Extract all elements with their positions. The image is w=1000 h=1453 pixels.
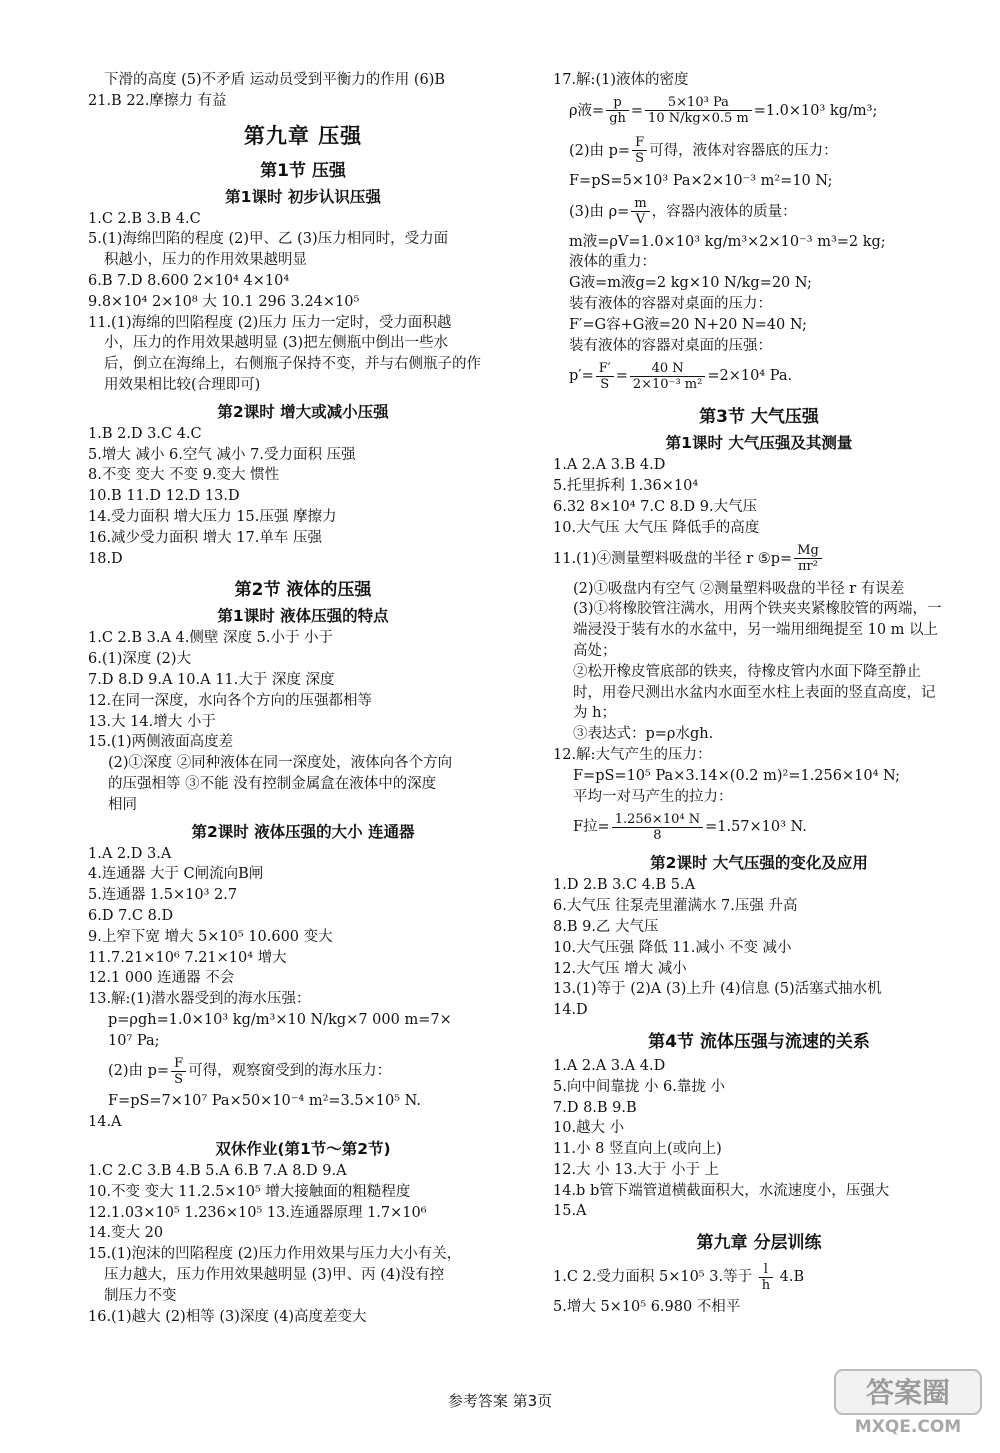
training-answers: [553, 1257, 965, 1318]
answer-line: 18.D: [88, 550, 123, 567]
formula-text: 11.(1)④测量塑料吸盘的半径 r ⑤p=: [553, 550, 793, 567]
answer-line: 11.7.21×10⁶ 7.21×10⁴ 增大: [88, 949, 287, 966]
answer-line: 小，压力的作用效果越明显 (3)把左侧瓶中倒出一些水: [104, 335, 449, 352]
answer-line: 14.A: [88, 1114, 122, 1131]
formula-text: ρ液=: [569, 102, 605, 119]
section-title: 第3节 大气压强: [699, 407, 819, 428]
lesson-4-answers: [88, 844, 518, 1134]
answer-line: 5.增大 减小 6.空气 减小 7.受力面积 压强: [88, 446, 356, 463]
answer-line: 1.A 2.A 3.A 4.D: [553, 1057, 666, 1074]
formula-text: =: [615, 368, 628, 385]
answer-line: 后，倒立在海绵上，右侧瓶子保持不变，并与右侧瓶子的作: [104, 356, 481, 373]
answer-line: 高处；: [573, 642, 617, 659]
answer-line: 8.B 9.乙 大气压: [553, 918, 659, 935]
answer-line: 积越小，压力的作用效果越明显: [104, 252, 307, 269]
answer-line: 1.A 2.A 3.B 4.D: [553, 457, 666, 474]
fraction: [631, 196, 649, 227]
fraction: [759, 1262, 773, 1293]
formula-text: =1.0×10³ kg/m³;: [753, 102, 878, 119]
lesson-title: 第1课时 初步认识压强: [225, 187, 381, 206]
answer-line: ③表达式：p=ρ水gh.: [573, 726, 714, 743]
formula-text: ，容器内液体的质量：: [651, 203, 797, 220]
answer-line: 11.(1)海绵的凹陷程度 (2)压力 压力一定时，受力面积越: [88, 314, 452, 331]
answer-line: 制压力不变: [104, 1287, 177, 1304]
lesson-2-answers: [88, 424, 518, 570]
answer-line: 12.1 000 连通器 不会: [88, 970, 235, 987]
answer-line: 12.大气压 增大 减小: [553, 960, 687, 977]
answer-line: 7.D 8.B 9.B: [553, 1099, 637, 1116]
numerator: 5×10³ Pa: [645, 95, 752, 111]
lesson-1-answers: [88, 209, 518, 396]
answer-line: 10.越大 小: [553, 1120, 625, 1137]
answer-line: 13.大 14.增大 小于: [88, 713, 216, 730]
left-column: [88, 70, 518, 1327]
answer-line: 15.(1)两侧液面高度差: [88, 734, 234, 751]
formula-line: 10⁷ Pa;: [108, 1032, 160, 1049]
answer-line: 4.连通器 大于 C闸流向B闸: [88, 866, 264, 883]
answer-line: 6.D 7.C 8.D: [88, 907, 174, 924]
answer-line: 14.b b管下端管道横截面积大，水流速度小，压强大: [553, 1182, 890, 1199]
formula-text: F拉=: [573, 819, 610, 836]
answer-line: (3)①将橡胶管注满水，用两个铁夹夹紧橡胶管的两端，一: [573, 601, 942, 618]
watermark-text: 答案圈: [865, 1376, 951, 1409]
fraction: [606, 95, 629, 126]
numerator: p: [606, 95, 629, 111]
watermark-url: MXQE.COM: [854, 1417, 962, 1437]
answer-line: 11.小 8 竖直向上(或向上): [553, 1141, 722, 1158]
watermark-logo: [833, 1368, 983, 1438]
answer-line: 端浸没于装有水的水盆中，另一端用细绳提至 10 m 以上: [573, 622, 939, 639]
lesson-title: 第2课时 大气压强的变化及应用: [650, 854, 868, 873]
homework-title: 双休作业(第1节～第2节): [215, 1140, 391, 1159]
answer-line: 15.(1)泡沫的凹陷程度 (2)压力作用效果与压力大小有关，: [88, 1246, 462, 1263]
section-title: 第1节 压强: [260, 160, 346, 181]
page-footer: 参考答案 第3页: [447, 1392, 553, 1410]
answer-line: 16.减少受力面积 增大 17.单车 压强: [88, 529, 322, 546]
answer-line: [553, 1257, 965, 1297]
answer-line: 6.大气压 往泵壳里灌满水 7.压强 升高: [553, 898, 798, 915]
chapter-title: 第九章 压强: [243, 123, 363, 148]
section-4-answers: [553, 1056, 965, 1222]
numerator: l: [759, 1262, 773, 1278]
training-title: 第九章 分层训练: [696, 1233, 822, 1254]
answer-line: 12.大 小 13.大于 小于 上: [553, 1161, 720, 1178]
numerator: F′: [596, 361, 614, 377]
answer-line: 15.A: [553, 1203, 587, 1220]
denominator: 2×10⁻³ m²: [632, 376, 703, 392]
answer-line: 5.(1)海绵凹陷的程度 (2)甲、乙 (3)压力相同时，受力面: [88, 231, 449, 248]
denominator: h: [761, 1277, 771, 1293]
answer-line: 为 h；: [573, 705, 616, 722]
denominator: V: [635, 212, 646, 228]
answer-line: 1.C 2.B 3.B 4.C: [88, 210, 201, 227]
answer-line: 平均一对马产生的拉力：: [573, 788, 733, 805]
formula-line: F=pS=7×10⁷ Pa×50×10⁻⁴ m²=3.5×10⁵ N.: [108, 1093, 422, 1110]
numerator: F: [632, 135, 647, 151]
answer-line: 6.B 7.D 8.600 2×10⁴ 4×10⁴: [88, 272, 290, 289]
answer-line: 14.受力面积 增大压力 15.压强 摩擦力: [88, 508, 337, 525]
formula-text: =2×10⁴ Pa.: [707, 368, 793, 385]
fraction: [630, 361, 705, 392]
formula-line: [553, 356, 965, 396]
answer-line: (2)①吸盘内有空气 ②测量塑料吸盘的半径 r 有误差: [573, 580, 905, 597]
formula-text: 1.C 2.受力面积 5×10⁵ 3.等于: [553, 1269, 753, 1286]
answer-line: 的压强相等 ③不能 没有控制金属盒在液体中的深度: [108, 775, 437, 792]
formula-line: F=pS=5×10³ Pa×2×10⁻³ m²=10 N;: [569, 172, 833, 189]
section-title: 第4节 流体压强与流速的关系: [648, 1031, 870, 1052]
lesson-6-answers: [553, 875, 965, 1021]
formula-text: 可得，液体对容器底的压力：: [649, 142, 838, 159]
formula-text: =1.57×10³ N.: [705, 819, 807, 836]
answer-line: 用效果相比较(合理即可): [104, 376, 261, 393]
answer-line: 5.连通器 1.5×10³ 2.7: [88, 887, 238, 904]
lesson-title: 第2课时 增大或减小压强: [217, 402, 389, 421]
formula-text: =: [630, 102, 644, 119]
formula-text: (2)由 p=: [569, 142, 631, 159]
answer-line: 17.解:(1)液体的密度: [553, 72, 689, 88]
fraction: [171, 1056, 186, 1087]
answer-line: 1.D 2.B 3.C 4.B 5.A: [553, 877, 696, 894]
lesson-title: 第2课时 液体压强的大小 连通器: [191, 822, 415, 841]
formula-line: F=pS=10⁵ Pa×3.14×(0.2 m)²=1.256×10⁴ N;: [573, 767, 901, 784]
answer-line: 5.增大 5×10⁵ 6.980 不相平: [553, 1299, 741, 1316]
fraction: [632, 135, 647, 166]
formula-line: [553, 91, 965, 131]
answer-line: 装有液体的容器对桌面的压强：: [569, 337, 772, 354]
formula-line: [553, 539, 965, 579]
answer-line: 10.大气压强 降低 11.减小 不变 减小: [553, 939, 792, 956]
section-title: 第2节 液体的压强: [234, 580, 372, 601]
right-column: [553, 70, 965, 1318]
formula-line: p=ρgh=1.0×10³ kg/m³×10 N/kg×7 000 m=7×: [108, 1011, 452, 1028]
denominator: S: [600, 376, 610, 392]
answer-line: 10.B 11.D 12.D 13.D: [88, 488, 240, 505]
answer-line: (2)①深度 ②同种液体在同一深度处，液体向各个方向: [108, 755, 453, 772]
answer-line: 12.在同一深度，水向各个方向的压强都相等: [88, 692, 373, 709]
answer-line: 6.(1)深度 (2)大: [88, 651, 192, 668]
denominator: gh: [609, 111, 626, 127]
numerator: 40 N: [630, 361, 705, 377]
lesson-5-answers: [553, 455, 965, 847]
denominator: S: [635, 151, 645, 167]
answer-line: 5.向中间靠拢 小 6.靠拢 小: [553, 1078, 725, 1095]
answer-line: 液体的重力：: [569, 254, 656, 271]
answer-line: 时，用卷尺测出水盆内水面至水柱上表面的竖直高度，记: [573, 684, 936, 701]
numerator: m: [631, 196, 649, 212]
top-lines: [88, 70, 518, 112]
formula-line: [553, 131, 965, 171]
answer-line: ②松开橡皮管底部的铁夹，待橡皮管内水面下降至静止: [573, 663, 921, 680]
answer-line: 10.不变 变大 11.2.5×10⁵ 增大接触面的粗糙程度: [88, 1183, 411, 1200]
formula-text: 可得，观察窗受到的海水压力：: [188, 1063, 392, 1080]
formula-line: [553, 192, 965, 232]
answer-line: 12.解:大气产生的压力：: [553, 746, 712, 763]
fraction: [612, 812, 703, 843]
denominator: 8: [653, 827, 662, 843]
answer-line: 6.32 8×10⁴ 7.C 8.D 9.大气压: [553, 498, 758, 515]
formula-line: F′=G容+G液=20 N+20 N=40 N;: [569, 316, 807, 333]
lesson-title: 第1课时 大气压强及其测量: [665, 434, 853, 453]
answer-line: 5.托里拆利 1.36×10⁴: [553, 478, 699, 495]
denominator: πr²: [798, 559, 818, 575]
answer-line: 9.8×10⁴ 2×10⁸ 大 10.1 296 3.24×10⁵: [88, 293, 360, 310]
answer-line: 9.上窄下宽 增大 5×10⁵ 10.600 变大: [88, 928, 333, 945]
formula-text: 4.B: [779, 1269, 805, 1286]
formula-text: (3)由 ρ=: [569, 203, 630, 220]
answer-line: 装有液体的容器对桌面的压力：: [569, 295, 772, 312]
answer-line: 14.D: [553, 1002, 588, 1019]
answer-line: 21.B 22.摩擦力 有益: [88, 92, 227, 109]
answer-line: 相同: [108, 796, 137, 813]
formula-line: [553, 807, 965, 847]
denominator: S: [174, 1071, 184, 1087]
answer-line: 7.D 8.D 9.A 10.A 11.大于 深度 深度: [88, 671, 335, 688]
denominator: 10 N/kg×0.5 m: [648, 111, 749, 127]
answer-line: 12.1.03×10⁵ 1.236×10⁵ 13.连通器原理 1.7×10⁶: [88, 1204, 427, 1221]
homework-answers: [88, 1161, 518, 1327]
formula-line: G液=m液g=2 kg×10 N/kg=20 N;: [569, 275, 812, 292]
formula-text: p′=: [569, 368, 594, 385]
numerator: F: [171, 1056, 186, 1072]
answer-line: 下滑的高度 (5)不矛盾 运动员受到平衡力的作用 (6)B: [104, 72, 446, 88]
formula-line: [88, 1051, 518, 1091]
fraction: [645, 95, 752, 126]
answer-line: 16.(1)越大 (2)相等 (3)深度 (4)高度差变大: [88, 1308, 367, 1325]
answer-line: 1.A 2.D 3.A: [88, 845, 172, 862]
formula-text: (2)由 p=: [108, 1063, 170, 1080]
answer-line: 1.C 2.B 3.A 4.侧壁 深度 5.小于 小于: [88, 630, 334, 647]
formula-line: m液=ρV=1.0×10³ kg/m³×2×10⁻³ m³=2 kg;: [569, 233, 886, 250]
answer-line: 10.大气压 大气压 降低手的高度: [553, 519, 760, 536]
answer-line: 1.C 2.C 3.B 4.B 5.A 6.B 7.A 8.D 9.A: [88, 1163, 347, 1180]
lesson-title: 第1课时 液体压强的特点: [217, 607, 389, 626]
fraction: [596, 361, 614, 392]
lesson-3-answers: [88, 628, 518, 815]
answer-line: 13.(1)等于 (2)A (3)上升 (4)信息 (5)活塞式抽水机: [553, 981, 882, 998]
answer-line: 13.解:(1)潜水器受到的海水压强：: [88, 991, 311, 1008]
answer-line: 1.B 2.D 3.C 4.C: [88, 425, 202, 442]
fraction: [794, 543, 822, 574]
answer-line: 14.变大 20: [88, 1225, 164, 1242]
answer-line: 压力越大，压力作用效果越明显 (3)甲、丙 (4)没有控: [104, 1267, 445, 1284]
answer-line: 8.不变 变大 不变 9.变大 惯性: [88, 467, 280, 484]
numerator: 1.256×10⁴ N: [612, 812, 703, 828]
numerator: Mg: [794, 543, 822, 559]
